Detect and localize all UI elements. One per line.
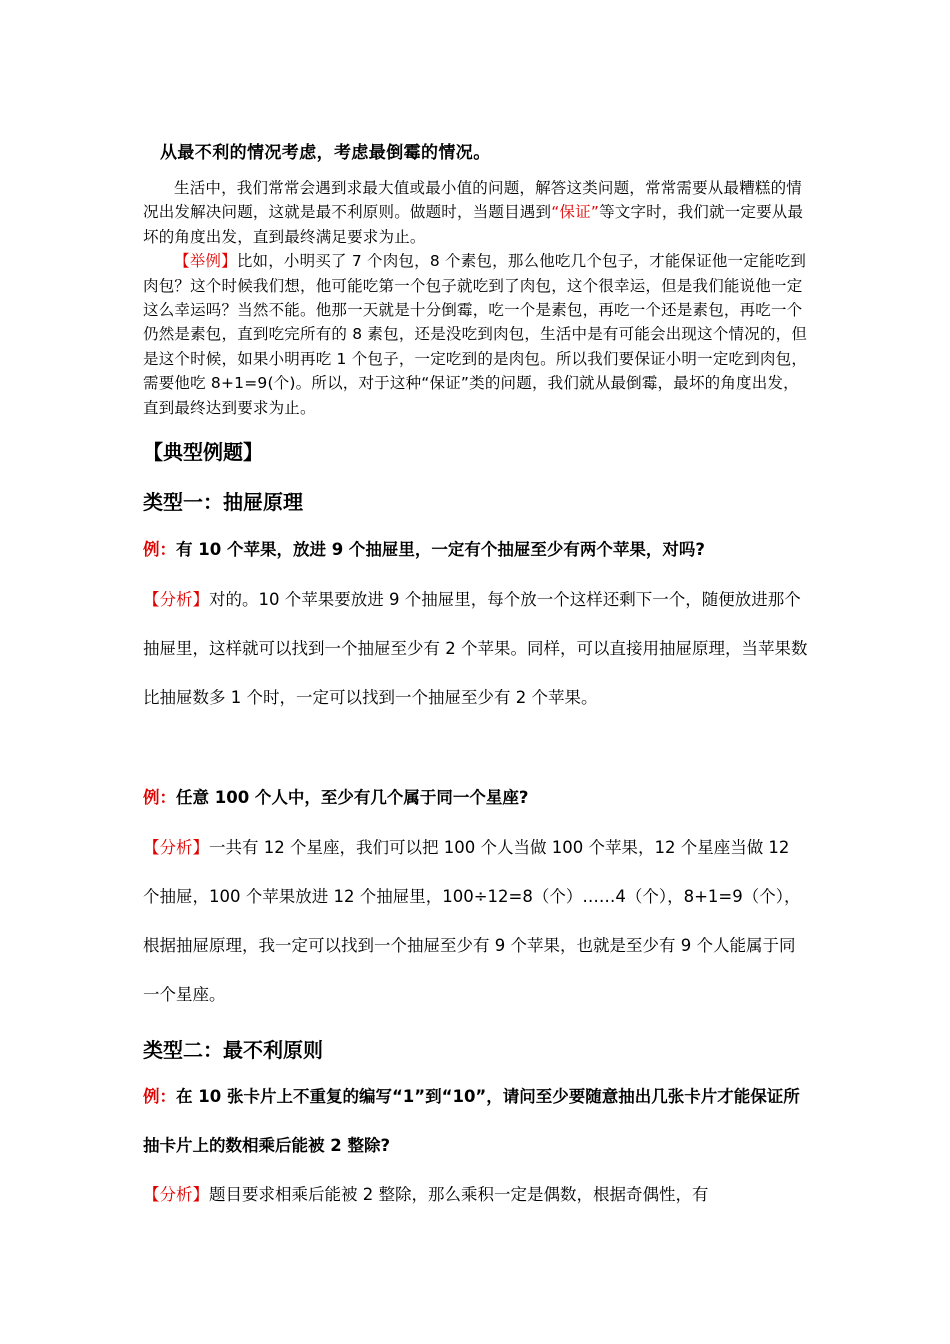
intro-paragraph-1: [143, 176, 808, 249]
type2-title: 类型二：最不利原则: [143, 1038, 323, 1062]
example-text: 比如，小明买了 7 个肉包，8 个素包，那么他吃几个包子，才能保证他一定能吃到肉包？这个时候我们想，他可能吃第一个包子就吃到了肉包，这个很幸运，但是我们能说他一定这么幸运吗？当然不能。他那一天就是十分倒霉，吃一个是素包，再吃一个还是素包，再吃一个仍然是素包，直到吃完所有的 8 素包，还是没吃到肉包，生活中是有可能会出现这个情况的，但是这个时候，如果小明再吃 1 个包子，一定吃到的是肉包。所以我们要保证小明一定吃到肉包，需要他吃 8+1=9(个)。所以，对于这种“保证”类的问题，我们就从最倒霉，最坏的角度出发，直到最终达到要求为止。: [143, 252, 808, 417]
question-text: 有 10 个苹果，放进 9 个抽屉里，一定有个抽屉至少有两个苹果，对吗?: [176, 540, 705, 559]
type2-question-1: [143, 1072, 813, 1170]
question-text: 在 10 张卡片上不重复的编写“1”到“10”，请问至少要随意抽出几张卡片才能保证所抽卡片上的数相乘后能被 2 整除?: [143, 1087, 800, 1155]
analysis-tag: 【分析】: [143, 838, 209, 857]
question-text: 任意 100 个人中，至少有几个属于同一个星座?: [176, 788, 529, 807]
example-tag: 【举例】: [174, 252, 237, 271]
type1-answer-2: [143, 823, 808, 1019]
section-title: 【典型例题】: [143, 440, 263, 464]
intro-text: 等文字时，我们就一定要从最坏的角度出发，直到最终满足要求为止。: [143, 203, 804, 246]
intro-text: 生活中，我们常常会遇到求最大值或最小值的问题，解答这类问题，常常需要从最糟糕的情况出发解决问题，这就是最不利原则。做题时，当题目遇到: [143, 179, 803, 222]
question-label: 例：: [143, 540, 176, 559]
analysis-text: 一共有 12 个星座，我们可以把 100 个人当做 100 个苹果，12 个星座当做 12 个抽屉，100 个苹果放进 12 个抽屉里，100÷12=8（个）……4（个），8+1=9（个），根据抽屉原理，我一定可以找到一个抽屉至少有 9 个苹果，也就是至少有 9 个人能属于同一个星座。: [143, 838, 801, 1004]
analysis-tag: 【分析】: [143, 590, 209, 609]
type1-question-1: [143, 525, 813, 574]
type2-answer-1: [143, 1170, 808, 1219]
analysis-tag: 【分析】: [143, 1185, 209, 1204]
analysis-text: 对的。10 个苹果要放进 9 个抽屉里，每个放一个这样还剩下一个，随便放进那个抽屉里，这样就可以找到一个抽屉至少有 2 个苹果。同样，可以直接用抽屉原理，当苹果数比抽屉数多 1 个时，一定可以找到一个抽屉至少有 2 个苹果。: [143, 590, 808, 707]
type1-answer-1: [143, 575, 808, 722]
intro-title: 从最不利的情况考虑，考虑最倒霉的情况。: [160, 143, 491, 163]
intro-paragraph-2: [143, 249, 808, 420]
question-label: 例：: [143, 788, 176, 807]
analysis-text: 题目要求相乘后能被 2 整除，那么乘积一定是偶数，根据奇偶性，有: [209, 1185, 709, 1204]
question-label: 例：: [143, 1087, 176, 1106]
intro-body: [143, 176, 808, 420]
type1-question-2: [143, 773, 813, 822]
type1-title: 类型一：抽屉原理: [143, 490, 303, 514]
guarantee-highlight: “保证”: [551, 203, 600, 222]
